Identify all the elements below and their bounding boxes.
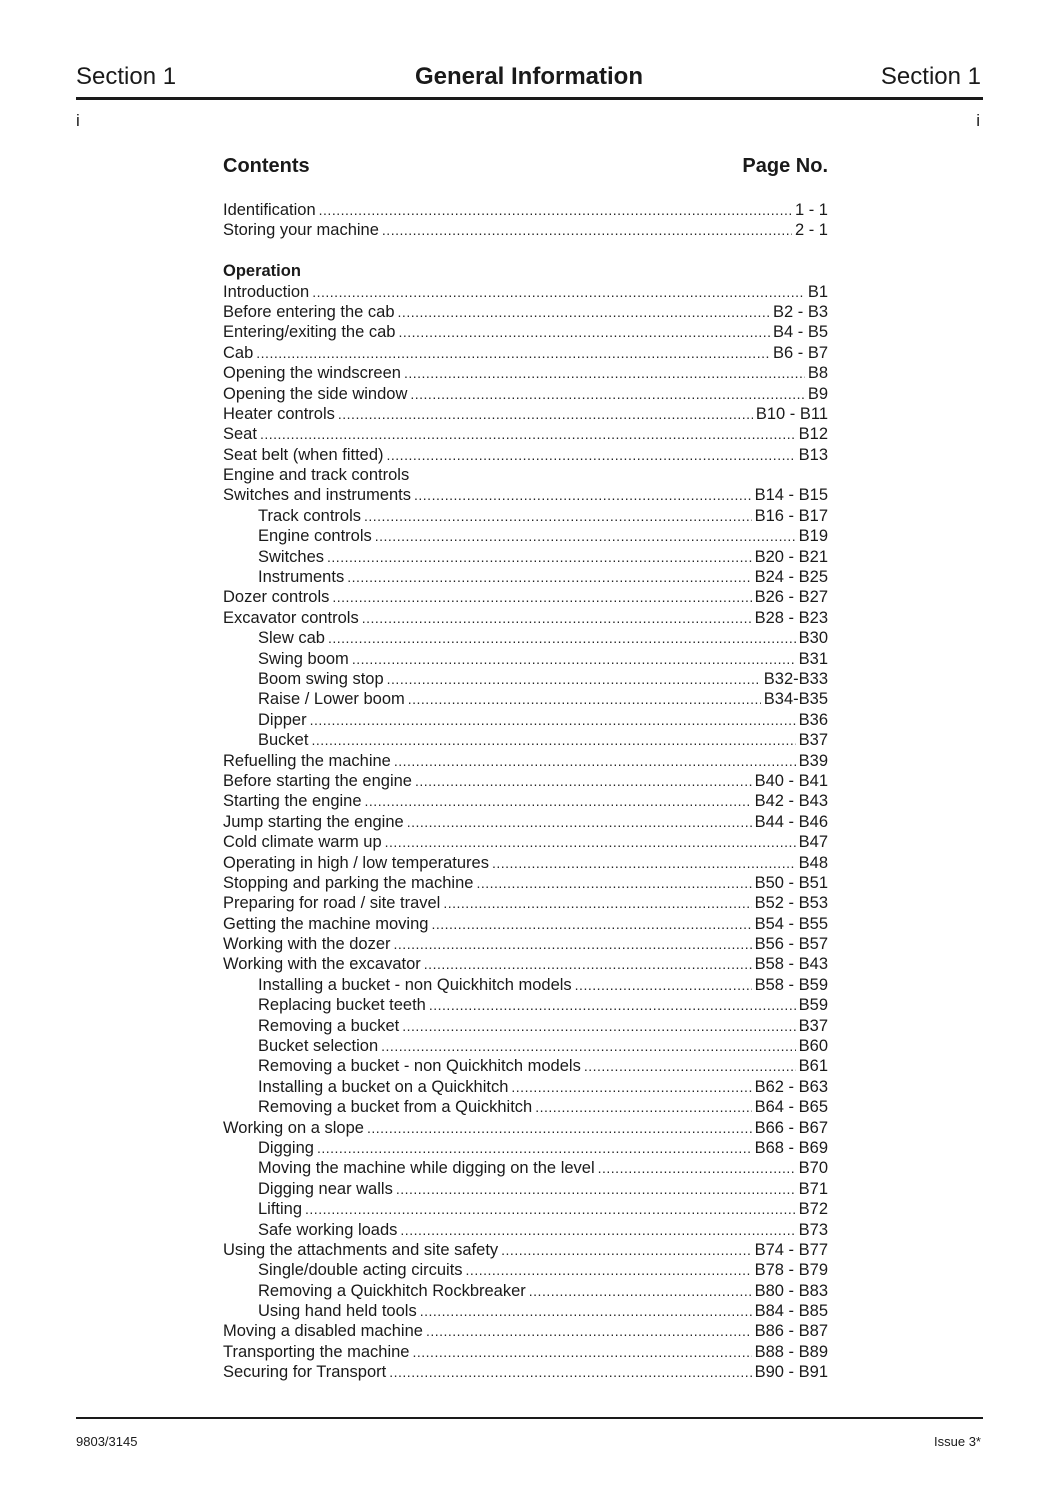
page-no-label: Page No. [742,155,828,177]
toc-block-general [223,200,828,241]
toc-leader-dots [327,547,752,567]
toc-entry[interactable] [223,1077,828,1097]
toc-entry[interactable] [223,1097,828,1117]
toc-entry-label: Lifting [258,1200,303,1219]
toc-entry[interactable] [223,384,828,404]
toc-entry-label: Opening the side window [223,384,408,403]
toc-entry[interactable] [223,200,828,220]
toc-entry-label: Operating in high / low temperatures [223,853,489,872]
toc-entry[interactable] [223,1321,828,1341]
toc-leader-dots [476,873,751,893]
toc-leader-dots [400,1220,795,1240]
toc-entry[interactable] [223,465,828,485]
toc-entry-label: Seat belt (when fitted) [223,445,384,464]
toc-entry[interactable] [223,1301,828,1321]
toc-entry-page: B20 - B21 [754,547,828,566]
toc-entry-label: Dipper [258,710,307,729]
toc-heading-operation [223,261,828,281]
toc-entry-page: B52 - B53 [754,894,828,913]
toc-entry-page: B72 [798,1200,828,1219]
toc-entry-page: B48 [798,853,828,872]
toc-entry[interactable] [223,485,828,505]
toc-leader-dots [382,220,792,240]
toc-entry[interactable] [223,343,828,363]
toc-entry[interactable] [223,812,828,832]
toc-entry[interactable] [223,1281,828,1301]
toc-entry-page: B86 - B87 [754,1322,828,1341]
toc-leader-dots [396,1179,796,1199]
toc-entry-page: B4 - B5 [772,323,828,342]
toc-entry[interactable] [223,873,828,893]
toc-leader-dots [389,1362,751,1382]
footer-rule [76,1417,983,1419]
toc-leader-dots [424,954,752,974]
toc-entry-label: Engine controls [258,527,372,546]
toc-leader-dots [410,384,804,404]
toc-entry-label: Boom swing stop [258,669,384,688]
toc-entry[interactable] [223,751,828,771]
toc-entry-label: Bucket selection [258,1037,379,1056]
toc-entry-label: Getting the machine moving [223,914,429,933]
toc-entry-label: Heater controls [223,404,335,423]
toc-entry[interactable] [223,954,828,974]
toc-leader-dots [398,302,770,322]
toc-leader-dots [310,710,796,730]
toc-entry-label: Instruments [258,568,345,587]
toc-entry-label: Refuelling the machine [223,751,391,770]
toc-entry-page: B66 - B67 [754,1118,828,1137]
toc-entry-label: Opening the windscreen [223,364,401,383]
toc-heading-label: Operation [223,262,301,281]
toc-entry-label: Engine and track controls [223,466,410,485]
toc-entry-page: B73 [798,1220,828,1239]
toc-leader-dots [501,1240,751,1260]
toc-leader-dots [598,1158,796,1178]
toc-entry-label: Installing a bucket on a Quickhitch [258,1077,509,1096]
toc-entry-page: B34-B35 [763,690,828,709]
toc-leader-dots [364,506,752,526]
toc-entry[interactable] [223,832,828,852]
toc-entry-page: B28 - B23 [754,608,828,627]
toc-entry[interactable] [223,526,828,546]
page-number-right: i [976,111,980,130]
toc-entry-label: Moving a disabled machine [223,1322,423,1341]
toc-entry-label: Working with the dozer [223,935,391,954]
toc-entry-page: B39 [798,751,828,770]
toc-entry-label: Raise / Lower boom [258,690,405,709]
toc-entry[interactable] [223,1240,828,1260]
toc-entry-label: Single/double acting circuits [258,1261,463,1280]
toc-leader-dots [426,1321,752,1341]
toc-entry-page: B12 [798,425,828,444]
toc-entry-page: B60 [798,1037,828,1056]
toc-entry-label: Working with the excavator [223,955,421,974]
toc-leader-dots [575,975,752,995]
toc-entry-label: Slew cab [258,629,325,648]
toc-entry-page: B71 [798,1179,828,1198]
toc-entry-label: Excavator controls [223,608,359,627]
contents-title: Contents [223,155,310,177]
toc-leader-dots [511,1077,751,1097]
toc-entry-page: B58 - B43 [754,955,828,974]
toc-leader-dots [420,1301,752,1321]
toc-leader-dots [347,567,751,587]
toc-block-operation [223,282,828,1383]
toc-entry-label: Switches and instruments [223,486,412,505]
toc-leader-dots [407,812,752,832]
toc-leader-dots [535,1097,751,1117]
toc-entry[interactable] [223,771,828,791]
toc-leader-dots [352,649,796,669]
toc-entry-page: B54 - B55 [754,914,828,933]
toc-entry-page: B74 - B77 [754,1240,828,1259]
toc-entry-label: Cold climate warm up [223,833,382,852]
toc-leader-dots [317,1138,752,1158]
toc-entry[interactable] [223,567,828,587]
toc-entry-label: Digging near walls [258,1179,393,1198]
toc-entry-label: Preparing for road / site travel [223,894,441,913]
toc-entry-page: B44 - B46 [754,812,828,831]
toc-entry-label: Removing a bucket from a Quickhitch [258,1098,533,1117]
toc-entry-page: B10 - B11 [755,404,828,423]
toc-entry[interactable] [223,628,828,648]
toc-entry-page: B32-B33 [763,669,828,688]
page-number-left: i [76,111,80,130]
toc-leader-dots [365,791,752,811]
toc-leader-dots [414,485,752,505]
toc-entry-page: B62 - B63 [754,1077,828,1096]
toc-entry-label: Using the attachments and site safety [223,1240,499,1259]
header-title: General Information [414,63,644,90]
toc-entry-label: Jump starting the engine [223,812,404,831]
toc-entry[interactable] [223,853,828,873]
toc-entry-page: B58 - B59 [754,975,828,994]
toc-entry[interactable] [223,730,828,750]
toc-entry[interactable] [223,608,828,628]
toc-entry-page: B61 [798,1057,828,1076]
toc-entry-label: Identification [223,201,316,219]
toc-entry-page: B30 [798,629,828,648]
contents-heading [223,153,828,179]
toc-entry-label: Replacing bucket teeth [258,996,426,1015]
toc-entry-label: Swing boom [258,649,349,668]
toc-leader-dots [394,751,796,771]
toc-leader-dots [584,1056,796,1076]
toc-leader-dots [408,689,761,709]
toc-entry-page: B84 - B85 [754,1302,828,1321]
toc-entry-label: Stopping and parking the machine [223,873,474,892]
toc-entry[interactable] [223,445,828,465]
toc-entry[interactable] [223,1036,828,1056]
toc-leader-dots [381,1036,795,1056]
toc-entry-page: B50 - B51 [754,873,828,892]
table-of-contents [223,200,828,1383]
toc-entry-label: Removing a bucket - non Quickhitch models [258,1057,581,1076]
toc-entry-page: B88 - B89 [754,1342,828,1361]
toc-leader-dots [398,322,770,342]
toc-leader-dots [387,445,796,465]
toc-leader-dots [431,914,751,934]
toc-entry[interactable] [223,1158,828,1178]
toc-entry-label: Track controls [258,506,361,525]
toc-leader-dots [413,1342,752,1362]
toc-entry[interactable] [223,1362,828,1382]
toc-entry-label: Using hand held tools [258,1302,417,1321]
toc-entry-page: B26 - B27 [754,588,828,607]
toc-entry-label: Storing your machine [223,221,379,240]
toc-entry-page: B13 [798,445,828,464]
toc-leader-dots [332,587,751,607]
toc-entry-label: Introduction [223,282,310,301]
toc-entry-label: Before starting the engine [223,771,412,790]
toc-entry-page: B1 [807,282,828,301]
toc-entry-label: Digging [258,1138,314,1157]
toc-leader-dots [375,526,796,546]
toc-entry-page: 2 - 1 [794,221,828,240]
toc-leader-dots [394,934,752,954]
toc-entry-page: B16 - B17 [754,506,828,525]
toc-entry-page: B14 - B15 [754,486,828,505]
toc-leader-dots [387,669,761,689]
toc-leader-dots [443,893,751,913]
toc-entry-page: B24 - B25 [754,568,828,587]
toc-entry[interactable] [223,220,828,240]
toc-entry[interactable] [223,363,828,383]
toc-entry-page: B8 [807,364,828,383]
toc-entry[interactable] [223,1016,828,1036]
toc-entry[interactable] [223,1199,828,1219]
toc-entry-label: Removing a Quickhitch Rockbreaker [258,1281,526,1300]
toc-entry-page: B56 - B57 [754,935,828,954]
toc-entry[interactable] [223,282,828,302]
toc-entry-page: B37 [798,731,828,750]
toc-entry[interactable] [223,649,828,669]
toc-entry-label: Moving the machine while digging on the level [258,1159,595,1178]
header-rule [76,97,983,100]
toc-entry-label: Starting the engine [223,792,362,811]
toc-leader-dots [404,363,805,383]
toc-entry[interactable] [223,1118,828,1138]
header-section-left: Section 1 [76,63,177,90]
toc-leader-dots [466,1260,752,1280]
toc-entry[interactable] [223,302,828,322]
toc-entry-label: Installing a bucket - non Quickhitch models [258,975,572,994]
toc-entry[interactable] [223,934,828,954]
toc-entry[interactable] [223,893,828,913]
toc-leader-dots [362,608,752,628]
toc-entry[interactable] [223,1138,828,1158]
toc-entry-page: B64 - B65 [754,1098,828,1117]
toc-entry-page: B36 [798,710,828,729]
toc-entry-label: Removing a bucket [258,1016,400,1035]
toc-leader-dots [492,853,796,873]
toc-entry-page: B2 - B3 [772,302,828,321]
toc-leader-dots [385,832,796,852]
toc-leader-dots [367,1118,752,1138]
toc-entry[interactable] [223,975,828,995]
toc-entry[interactable] [223,424,828,444]
toc-leader-dots [319,200,792,220]
toc-leader-dots [429,995,796,1015]
toc-entry-label: Dozer controls [223,588,330,607]
toc-entry-page: 1 - 1 [794,201,828,219]
toc-entry-label: Working on a slope [223,1118,364,1137]
toc-entry-page: B90 - B91 [754,1363,828,1382]
issue-label: Issue 3* [934,1434,981,1449]
toc-entry[interactable] [223,322,828,342]
toc-entry-label: Switches [258,547,325,566]
toc-entry[interactable] [223,710,828,730]
toc-entry-page: B68 - B69 [754,1138,828,1157]
toc-entry[interactable] [223,547,828,567]
document-number: 9803/3145 [76,1434,138,1449]
toc-entry-page: B42 - B43 [754,792,828,811]
toc-entry[interactable] [223,995,828,1015]
toc-leader-dots [260,424,796,444]
toc-entry-page: B19 [798,527,828,546]
toc-leader-dots [529,1281,752,1301]
toc-entry-label: Seat [223,425,257,444]
toc-entry-page: B9 [807,384,828,403]
toc-entry-page: B78 - B79 [754,1261,828,1280]
toc-entry[interactable] [223,1179,828,1199]
toc-leader-dots [415,771,752,791]
header-section-right: Section 1 [880,63,981,90]
toc-leader-dots [402,1016,795,1036]
toc-entry-label: Safe working loads [258,1220,398,1239]
toc-entry[interactable] [223,506,828,526]
toc-leader-dots [312,282,805,302]
toc-spacer [223,241,828,261]
toc-entry[interactable] [223,404,828,424]
toc-entry[interactable] [223,1342,828,1362]
toc-entry-page: B40 - B41 [754,771,828,790]
toc-entry-page: B47 [798,833,828,852]
toc-entry-label: Cab [223,343,254,362]
toc-entry-page: B6 - B7 [772,343,828,362]
toc-entry[interactable] [223,791,828,811]
toc-leader-dots [311,730,795,750]
toc-entry[interactable] [223,689,828,709]
toc-entry-label: Entering/exiting the cab [223,323,396,342]
toc-leader-dots [338,404,753,424]
toc-entry-page: B80 - B83 [754,1281,828,1300]
toc-leader-dots [256,343,770,363]
toc-entry-label: Before entering the cab [223,302,395,321]
toc-leader-dots [328,628,796,648]
toc-entry[interactable] [223,914,828,934]
toc-entry-page: B31 [798,649,828,668]
toc-entry[interactable] [223,1220,828,1240]
toc-entry[interactable] [223,587,828,607]
toc-entry-label: Securing for Transport [223,1363,387,1382]
toc-entry[interactable] [223,1260,828,1280]
toc-entry-page: B37 [798,1016,828,1035]
toc-entry[interactable] [223,669,828,689]
toc-entry-label: Transporting the machine [223,1342,410,1361]
toc-entry-page: B59 [798,996,828,1015]
toc-entry-label: Bucket [258,731,309,750]
toc-leader-dots [305,1199,796,1219]
toc-entry[interactable] [223,1056,828,1076]
toc-entry-page: B70 [798,1159,828,1178]
